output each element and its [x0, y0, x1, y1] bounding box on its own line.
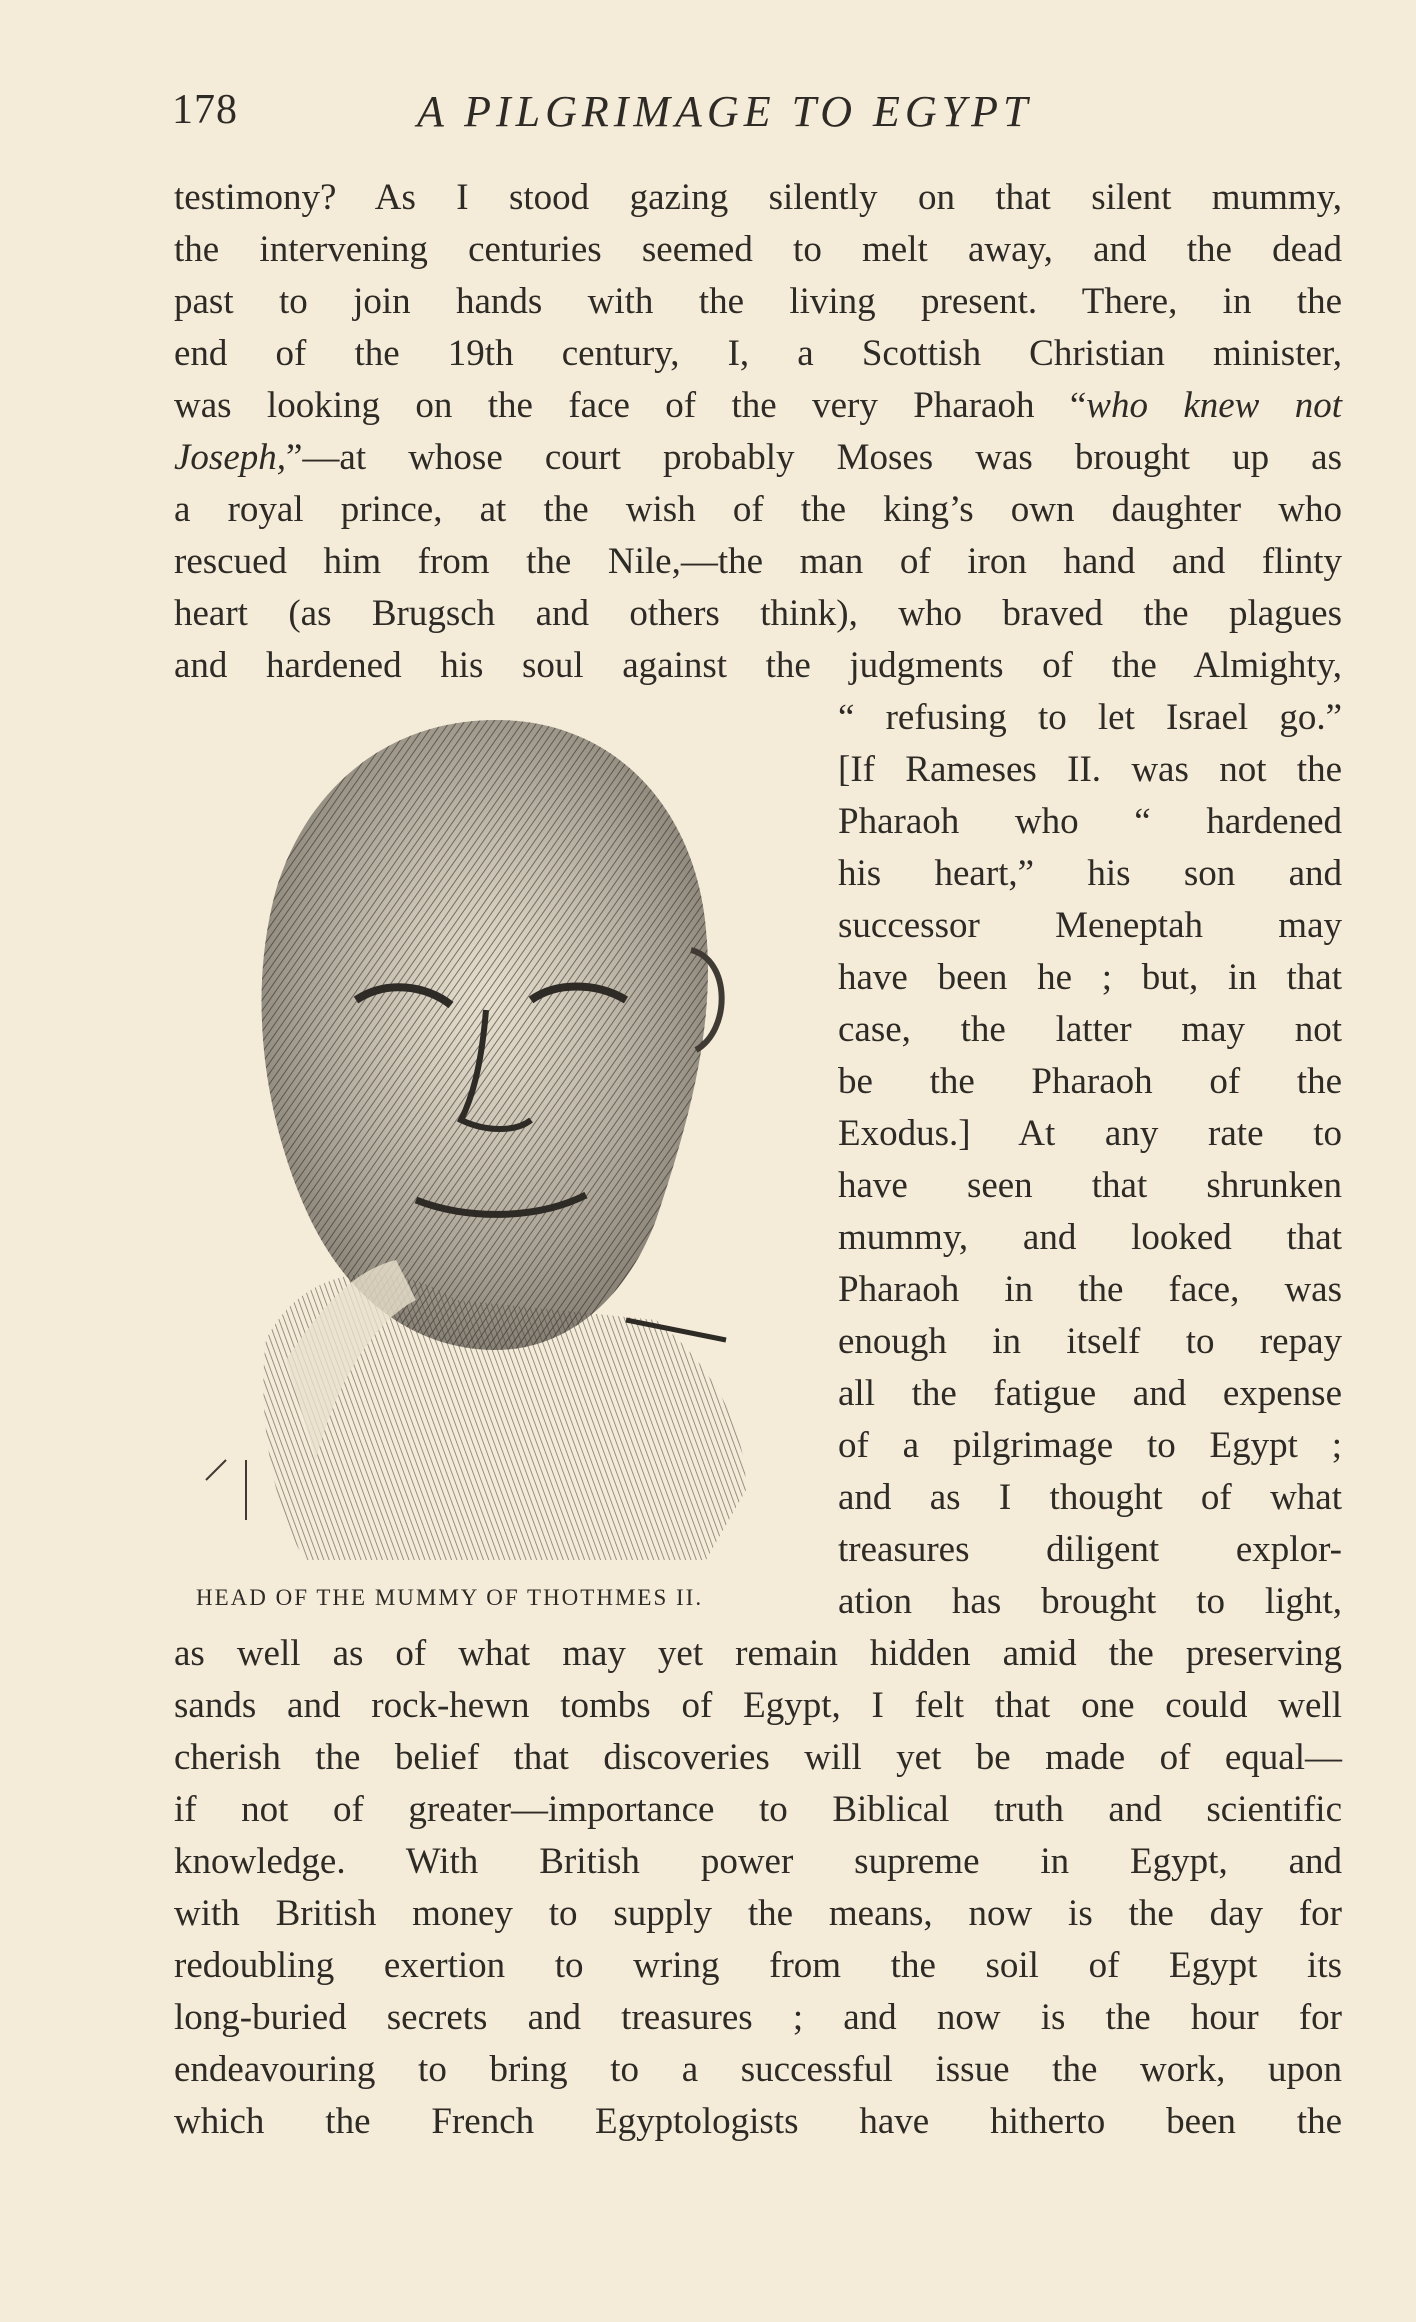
text-line: past to join hands with the living present. There, in the: [174, 281, 1342, 322]
text-line: rescued him from the Nile,—the man of iron hand and flinty: [174, 541, 1342, 582]
text-line: have been he ; but, in that: [838, 957, 1342, 998]
text-line: [174, 432, 1342, 484]
text-line: endeavouring to bring to a successful issue the work, upon: [174, 2049, 1342, 2090]
text-line: [174, 380, 1342, 432]
italic-quote: Joseph,: [174, 437, 286, 478]
text-segment: was looking on the face of the very Pharaoh “: [174, 385, 1087, 426]
text-line: a royal prince, at the wish of the king’s own daughter who: [174, 489, 1342, 530]
italic-quote: who knew not: [1086, 385, 1343, 426]
text-line: case, the latter may not: [838, 1009, 1342, 1050]
text-line: heart (as Brugsch and others think), who braved the plagues: [174, 593, 1342, 634]
text-line: long-buried secrets and treasures ; and now is the hour for: [174, 1997, 1342, 2038]
text-line: his heart,” his son and: [838, 853, 1342, 894]
text-line: [If Rameses II. was not the: [838, 749, 1342, 790]
text-line: knowledge. With British power supreme in Egypt, and: [174, 1841, 1342, 1882]
mummy-head-illustration: [186, 700, 806, 1580]
page-header: [172, 80, 1352, 150]
text-line: “ refusing to let Israel go.”: [838, 697, 1342, 738]
text-line: Pharaoh who “ hardened: [838, 801, 1342, 842]
text-segment: ”—at whose court probably Moses was brought up as: [286, 437, 1342, 478]
text-line: treasures diligent explor-: [838, 1529, 1342, 1570]
text-line: mummy, and looked that: [838, 1217, 1342, 1258]
text-line: enough in itself to repay: [838, 1321, 1342, 1362]
text-line: Exodus.] At any rate to: [838, 1113, 1342, 1154]
text-line: ation has brought to light,: [838, 1581, 1342, 1622]
mummy-head-engraving: [186, 700, 806, 1580]
text-line: of a pilgrimage to Egypt ;: [838, 1425, 1342, 1466]
text-line: end of the 19th century, I, a Scottish Christian minister,: [174, 333, 1342, 374]
text-line: redoubling exertion to wring from the soil of Egypt its: [174, 1945, 1342, 1986]
text-line: and as I thought of what: [838, 1477, 1342, 1518]
text-line: the intervening centuries seemed to melt away, and the dead: [174, 229, 1342, 270]
text-line: as well as of what may yet remain hidden amid the preserving: [174, 1633, 1342, 1674]
text-line: have seen that shrunken: [838, 1165, 1342, 1206]
text-line: sands and rock-hewn tombs of Egypt, I felt that one could well: [174, 1685, 1342, 1726]
text-line: successor Meneptah may: [838, 905, 1342, 946]
text-line: all the fatigue and expense: [838, 1373, 1342, 1414]
text-line: which the French Egyptologists have hitherto been the: [174, 2101, 1342, 2142]
running-title: A PILGRIMAGE TO EGYPT: [417, 87, 1033, 136]
text-line: with British money to supply the means, now is the day for: [174, 1893, 1342, 1934]
text-line: Pharaoh in the face, was: [838, 1269, 1342, 1310]
figure-caption: HEAD OF THE MUMMY OF THOTHMES II.: [196, 1585, 704, 1610]
text-line: and hardened his soul against the judgments of the Almighty,: [174, 645, 1342, 686]
text-line: if not of greater—importance to Biblical truth and scientific: [174, 1789, 1342, 1830]
text-line: be the Pharaoh of the: [838, 1061, 1342, 1102]
page-number: 178: [172, 87, 238, 133]
text-line: testimony? As I stood gazing silently on that silent mummy,: [174, 177, 1342, 218]
text-line: cherish the belief that discoveries will yet be made of equal—: [174, 1737, 1342, 1778]
